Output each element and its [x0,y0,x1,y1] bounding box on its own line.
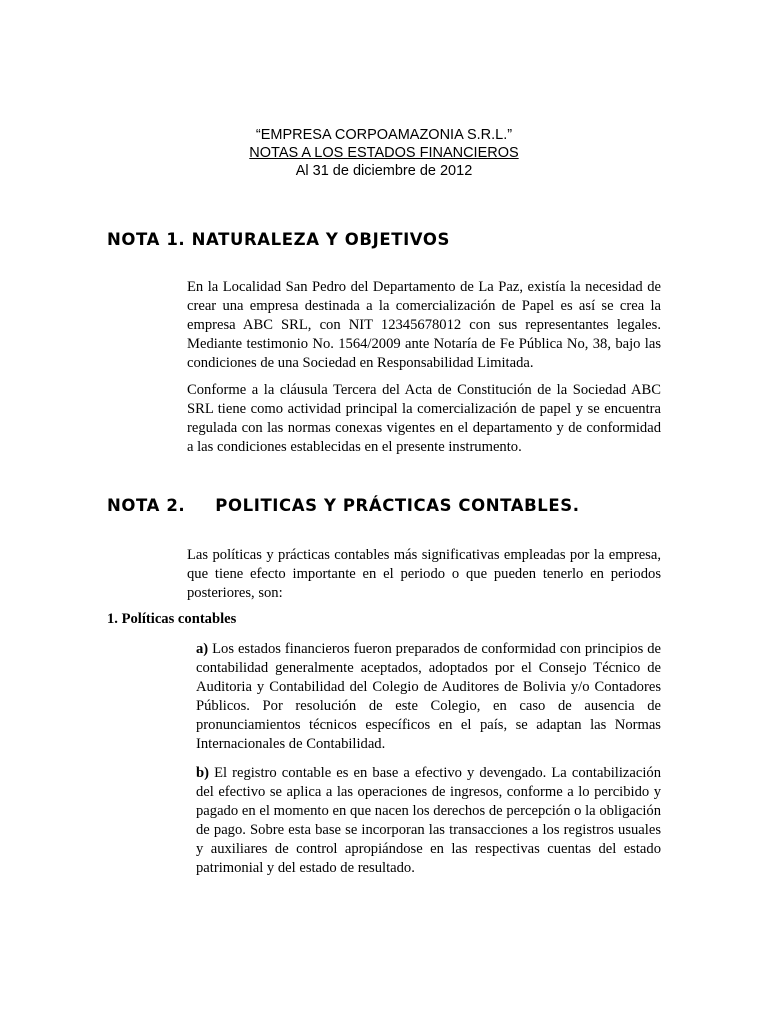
nota-1-paragraph-1: En la Localidad San Pedro del Departamento de La Paz, existía la necesidad de crear una empresa destinada a la comercialización de Papel es así se crea la empresa ABC SRL, con NIT 12345678012 con sus representantes legales. Mediante testimonio No. 1564/2009 ante Notaría de Fe Pública No, 38, bajo las condiciones de una Sociedad en Responsabilidad Limitada. [187,279,661,371]
nota-2-heading [107,496,580,515]
document-title: NOTAS A LOS ESTADOS FINANCIEROS [249,145,519,161]
report-date: Al 31 de diciembre de 2012 [295,163,473,179]
policy-item-text: Los estados financieros fueron preparados de conformidad con principios de contabilidad generalmente aceptados, adoptados por el Consejo Técnico de Auditoria y Contabilidad del Colegio de Auditores de Bolivia y/o Contadores Públicos. Por resolución de este Colegio, en caso de ausencia de pronunciamientos técnicos específicos en el país, se adaptan las Normas Internacionales de Contabilidad. [196,641,661,752]
nota-1-paragraph-2: Conforme a la cláusula Tercera del Acta de Constitución de la Sociedad ABC SRL tiene como actividad principal la comercialización de papel y se encuentra regulada con las normas conexas vigentes en el departamento y de conformidad a las condiciones establecidas en el presente instrumento. [187,382,661,455]
nota-2-number: NOTA 2. [107,496,186,515]
politicas-contables-subheading: 1. Políticas contables [107,611,237,627]
policy-item-text: El registro contable es en base a efectivo y devengado. La contabilización del efectivo se aplica a las operaciones de ingresos, conforme a lo percibido y pagado en el momento en que nacen los derechos de percepción o la obligación de pago. Sobre esta base se incorporan las transacciones a los registros usuales y auxiliares de control apropiándose en las respectivas cuentas del estado patrimonial y del estado de resultado. [196,765,661,876]
nota-1-heading: NOTA 1. NATURALEZA Y OBJETIVOS [107,230,450,249]
policy-item-marker: b) [196,765,209,781]
company-name: “EMPRESA CORPOAMAZONIA S.R.L.” [255,127,513,143]
policy-item-marker: a) [196,641,209,657]
nota-2-intro: Las políticas y prácticas contables más significativas empleadas por la empresa, que tiene efecto importante en el periodo o que pueden tenerlo en periodos posteriores, son: [187,547,661,601]
document-header [0,126,768,180]
policy-item-a [196,640,661,754]
policy-item-b [196,764,661,878]
nota-2-title: POLITICAS Y PRÁCTICAS CONTABLES. [215,496,580,515]
